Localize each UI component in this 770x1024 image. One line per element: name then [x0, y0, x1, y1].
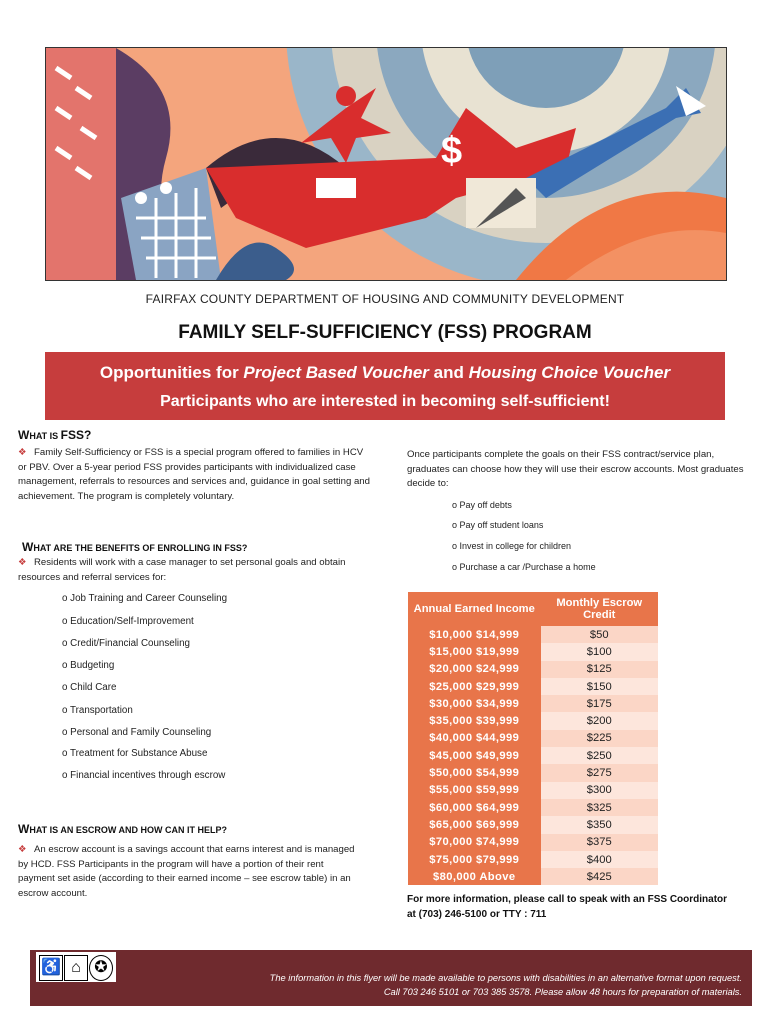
benefit-item: o Financial incentives through escrow: [62, 770, 226, 781]
credit-cell: $150: [541, 678, 659, 695]
income-cell: $45,000 $49,999: [408, 747, 541, 764]
table-row: [408, 782, 658, 799]
benefit-item: o Job Training and Career Counseling: [62, 593, 228, 604]
income-cell: $25,000 $29,999: [408, 678, 541, 695]
credit-cell: $425: [541, 868, 659, 885]
page-title: FAMILY SELF-SUFFICIENCY (FSS) PROGRAM: [178, 322, 592, 343]
banner-line-1: [45, 363, 725, 383]
table-row: [408, 851, 658, 868]
escrow-heading: [18, 822, 227, 836]
banner-text: and: [428, 363, 469, 382]
table-row: [408, 816, 658, 833]
graduates-text: Once participants complete the goals on their FSS contract/service plan, graduates can choose how they will use their escrow accounts. Most graduates decide to:: [407, 449, 744, 489]
credit-cell: $225: [541, 730, 659, 747]
credit-cell: $275: [541, 764, 659, 781]
income-cell: $15,000 $19,999: [408, 643, 541, 660]
benefit-item: o Transportation: [62, 705, 133, 716]
benefit-item: o Credit/Financial Counseling: [62, 638, 190, 649]
table-row: [408, 712, 658, 729]
banner-text-hcv: Housing Choice Voucher: [468, 363, 671, 382]
graduate-option: o Invest in college for children: [452, 541, 572, 551]
income-cell: $70,000 $74,999: [408, 834, 541, 851]
credit-cell: $300: [541, 782, 659, 799]
graduate-option: o Purchase a car /Purchase a home: [452, 562, 596, 572]
diamond-bullet-icon: ❖: [18, 844, 27, 855]
heading-text: HAT IS AN ESCROW AND HOW CAN IT HELP?: [29, 825, 227, 835]
escrow-text: [18, 843, 358, 901]
credit-cell: $350: [541, 816, 659, 833]
income-cell: $65,000 $69,999: [408, 816, 541, 833]
income-cell: $20,000 $24,999: [408, 661, 541, 678]
accessibility-contact: Call 703 246 5101 or 703 385 3578. Please allow 48 hours for preparation of materials.: [383, 987, 742, 997]
svg-text:$: $: [441, 130, 463, 172]
accessibility-notice: The information in this flyer will be made available to persons with disabilities in an alternative format upon request.: [269, 973, 742, 983]
what-is-fss-text: [18, 446, 373, 504]
diamond-bullet-icon: ❖: [18, 447, 27, 458]
table-row: [408, 799, 658, 816]
credit-cell: $200: [541, 712, 659, 729]
table-row: [408, 764, 658, 781]
contact-info: For more information, please call to speak with an FSS Coordinator at (703) 246-5100 or TTY : 711: [407, 894, 728, 920]
footer-bar: [30, 950, 752, 1006]
credit-cell: $325: [541, 799, 659, 816]
benefit-item: o Personal and Family Counseling: [62, 727, 212, 738]
credit-cell: $125: [541, 661, 659, 678]
what-is-fss-heading: [18, 428, 91, 442]
footer-logos: [36, 952, 116, 982]
table-row: [408, 747, 658, 764]
income-cell: $40,000 $44,999: [408, 730, 541, 747]
wheelchair-accessibility-icon: ♿: [39, 955, 63, 981]
banner-text: Opportunities for: [99, 363, 244, 382]
heading-initial: W: [18, 428, 30, 442]
table-row: [408, 626, 658, 643]
benefit-item: o Budgeting: [62, 660, 115, 671]
table-row: [408, 834, 658, 851]
credit-cell: $250: [541, 747, 659, 764]
income-cell: $35,000 $39,999: [408, 712, 541, 729]
benefits-intro: [18, 556, 358, 585]
banner-text-pbv: Project Based Voucher: [243, 363, 429, 382]
table-row: [408, 678, 658, 695]
table-row: [408, 730, 658, 747]
income-cell: $75,000 $79,999: [408, 851, 541, 868]
equal-housing-opportunity-icon: ⌂: [64, 955, 88, 981]
income-cell: $50,000 $54,999: [408, 764, 541, 781]
heading-text: HAT ARE THE BENEFITS OF ENROLLING IN FSS?: [33, 543, 248, 553]
table-row: [408, 695, 658, 712]
income-cell: $60,000 $64,999: [408, 799, 541, 816]
table-row: [408, 643, 658, 660]
benefits-heading: [22, 540, 247, 554]
income-column-header: Annual Earned Income: [408, 592, 541, 626]
escrow-body: An escrow account is a savings account that earns interest and is managed by HCD. FSS Participants in the program will have a portion of their rent payment set aside (according to their earned income – see escrow table) in an escrow account.: [18, 844, 355, 899]
income-cell: $55,000 $59,999: [408, 782, 541, 799]
table-row: [408, 868, 658, 885]
credit-column-header: Monthly Escrow Credit: [541, 592, 659, 626]
opportunities-banner: [45, 352, 725, 420]
diamond-bullet-icon: ❖: [18, 557, 27, 568]
credit-cell: $100: [541, 643, 659, 660]
heading-fss: FSS?: [60, 428, 92, 442]
credit-cell: $400: [541, 851, 659, 868]
credit-cell: $175: [541, 695, 659, 712]
banner-illustration: [45, 47, 727, 281]
benefit-item: o Education/Self-Improvement: [62, 616, 194, 627]
income-cell: $30,000 $34,999: [408, 695, 541, 712]
graduate-option: o Pay off debts: [452, 500, 512, 510]
benefits-intro-text: Residents will work with a case manager to set personal goals and obtain resources and referral services for:: [18, 557, 346, 583]
benefit-item: o Child Care: [62, 682, 117, 693]
credit-cell: $50: [541, 626, 659, 643]
graduate-option: o Pay off student loans: [452, 520, 544, 530]
table-header-row: [408, 592, 658, 626]
table-row: [408, 661, 658, 678]
heading-initial: W: [22, 540, 34, 554]
department-name: FAIRFAX COUNTY DEPARTMENT OF HOUSING AND COMMUNITY DEVELOPMENT: [145, 292, 625, 306]
county-seal-icon: ✪: [89, 955, 113, 981]
heading-text: HAT IS: [29, 431, 61, 441]
what-is-fss-body: Family Self-Sufficiency or FSS is a special program offered to families in HCV or PBV. Over a 5-year period FSS provides participants with individualized case management, referrals to resources and services and, guidance in goal setting and achievement. The program is completely voluntary.: [18, 447, 370, 502]
benefit-item: o Treatment for Substance Abuse: [62, 748, 208, 759]
credit-cell: $375: [541, 834, 659, 851]
banner-line-2: Participants who are interested in becoming self-sufficient!: [160, 393, 610, 410]
income-cell: $80,000 Above: [408, 868, 541, 885]
heading-initial: W: [18, 822, 30, 836]
escrow-table: [408, 592, 658, 885]
income-cell: $10,000 $14,999: [408, 626, 541, 643]
